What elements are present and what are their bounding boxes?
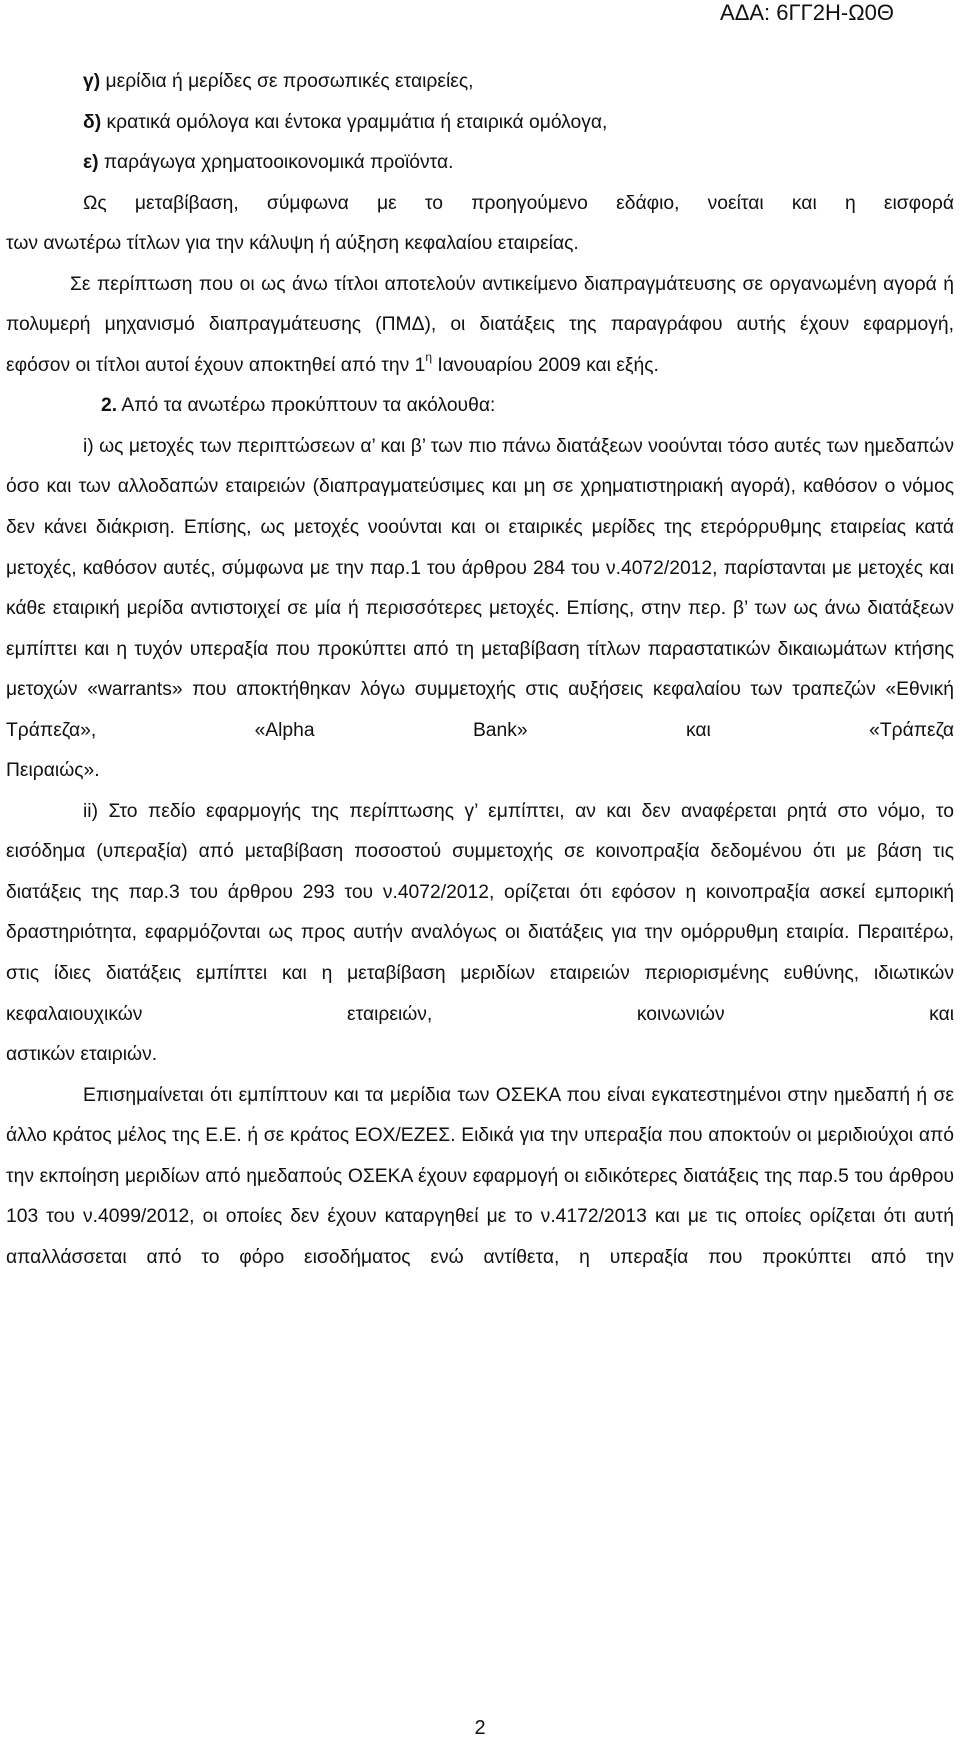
list-label: δ) [83,111,102,133]
list-item-delta [6,103,954,144]
paragraph-oseka: Επισημαίνεται ότι εμπίπτουν και τα μερίδια των ΟΣΕΚΑ που είναι εγκατεστημένοι στην ημεδαπή ή σε άλλο κράτος μέλος της Ε.Ε. ή σε κράτος ΕΟΧ/ΕΖΕΣ. Ειδικά για την υπεραξία που αποκτούν οι μεριδιούχοι από την εκποίηση μεριδίων από ημεδαπούς ΟΣΕΚΑ έχουν εφαρμογή οι ειδικότερες διατάξεις της παρ.5 του άρθρου 103 του ν.4099/2012, οι οποίες δεν έχουν καταργηθεί με το ν.4172/2013 και με τις οποίες ορίζεται ότι αυτή απαλλάσσεται από το φόρο εισοδήματος ενώ αντίθετα, η υπεραξία που προκύπτει από την [6,1084,954,1268]
list-item-epsilon [6,143,954,184]
paragraph-ii: ii) Στο πεδίο εφαρμογής της περίπτωσης γ’ εμπίπτει, αν και δεν αναφέρεται ρητά στο νόμο, το εισόδημα (υπεραξία) από μεταβίβαση ποσοστού συμμετοχής σε κοινοπραξία δεδομένου ότι με βάση τις διατάξεις της παρ.3 του άρθρου 293 του ν.4072/2012, ορίζεται ότι εφόσον η κοινοπραξία ασκεί εμπορική δραστηριότητα, εφαρμόζονται ως προς αυτήν αναλόγως οι διατάξεις για την ομόρρυθμη εταιρία. Περαιτέρω, στις ίδιες διατάξεις εμπίπτει και η μεταβίβαση μεριδίων εταιρειών περιορισμένης ευθύνης, ιδιωτικών κεφαλαιουχικών εταιρειών, κοινωνιών και [6,800,954,1025]
paragraph-i-end: Πειραιώς». [6,760,100,782]
paragraph-transfer: Ως μεταβίβαση, σύμφωνα με το προηγούμενο εδάφιο, νοείται και η εισφορά [83,192,954,214]
paragraph-pmd-end: εφόσον οι τίτλοι αυτοί έχουν αποκτηθεί από την $1^\eta$ Ιανουαρίου 2009 και εξής. [6,350,659,376]
paragraph-i: i) ως μετοχές των περιπτώσεων α’ και β’ των πιο πάνω διατάξεων νοούνται τόσο αυτές των ημεδαπών όσο και των αλλοδαπών εταιρειών (διαπραγματεύσιμες και μη σε χρηματιστηριακή αγορά), καθόσον ο νόμος δεν κάνει διάκριση. Επίσης, ως μετοχές νοούνται και οι εταιρικές μερίδες της ετερόρρυθμης εταιρείας κατά μετοχές, καθόσον αυτές, σύμφωνα με την παρ.1 του άρθρου 284 του ν.4072/2012, παρίστανται με μετοχές και κάθε εταιρική μερίδα αντιστοιχεί σε μία ή περισσότερες μετοχές. Επίσης, στην περ. β’ των ως άνω διατάξεων εμπίπτει και η τυχόν υπεραξία που προκύπτει από τη μεταβίβαση τίτλων παραστατικών δικαιωμάτων κτήσης μετοχών «warrants» που αποκτήθηκαν λόγω συμμετοχής στις αυξήσεις κεφαλαίου των τραπεζών «Εθνική Τράπεζα», «Alpha Bank» και «Τράπεζα [6,435,954,741]
paragraph-transfer-end: των ανωτέρω τίτλων για την κάλυψη ή αύξηση κεφαλαίου εταιρείας. [6,233,579,255]
paragraph-ii-end: αστικών εταιριών. [6,1044,158,1066]
list-text: παράγωγα χρηματοοικονομικά προϊόντα. [98,152,454,174]
list-item-gamma [6,62,954,103]
paragraph-pmd: Σε περίπτωση που οι ως άνω τίτλοι αποτελούν αντικείμενο διαπραγμάτευσης σε οργανωμένη αγορά ή πολυμερή μηχανισμό διαπραγμάτευσης (ΠΜΔ), οι διατάξεις της παραγράφου αυτής έχουν εφαρμογή, [6,273,954,336]
section-number: 2. [101,395,118,417]
page-number: 2 [474,1717,486,1739]
list-label: γ) [83,71,101,92]
list-label: ε) [83,152,99,174]
ada-code: ΑΔΑ: 6ΓΓ2Η-Ω0Θ [720,0,894,25]
list-text: κρατικά ομόλογα και έντοκα γραμμάτια ή εταιρικά ομόλογα, [101,111,608,133]
section-2-heading: 2. Από τα ανωτέρω προκύπτουν τα ακόλουθα: [101,395,496,417]
superscript: η [425,350,433,365]
document-body [6,62,954,1278]
list-text: μερίδια ή μερίδες σε προσωπικές εταιρείες, [100,71,474,92]
